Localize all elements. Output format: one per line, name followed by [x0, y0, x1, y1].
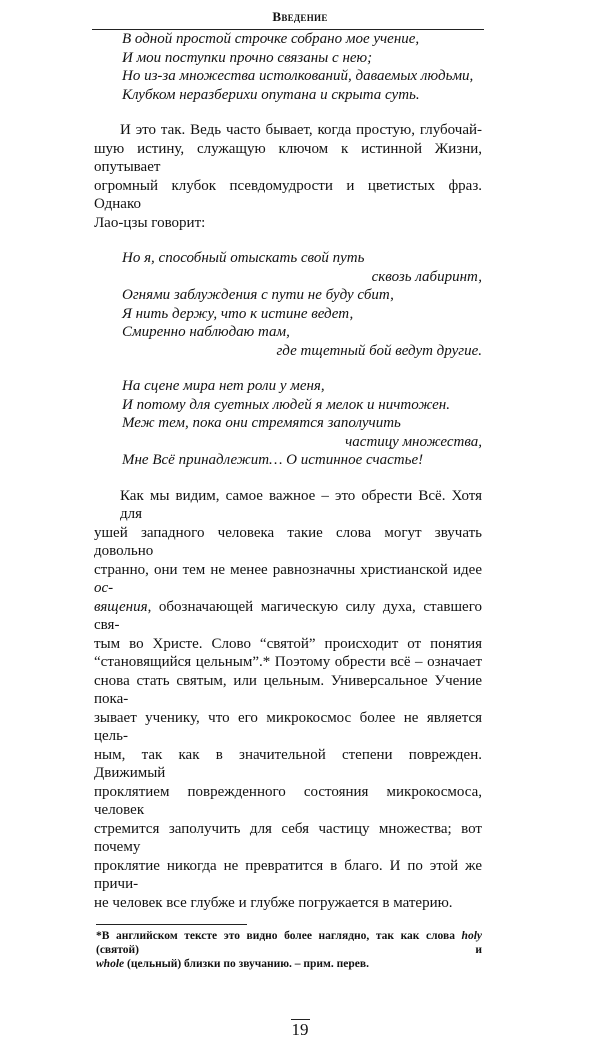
text-segment: снова стать святым, или цельным. Универсальное Учение пока- — [94, 672, 482, 707]
paragraph-line — [94, 561, 482, 598]
page-body — [94, 30, 482, 912]
stanza-gap — [94, 232, 482, 249]
footnote-line — [96, 929, 482, 957]
stanza-gap — [94, 104, 482, 121]
footnote-rule — [96, 924, 247, 925]
poem-line: Но из-за множества истолкований, даваемых людьми, — [122, 68, 474, 84]
poem-line: Меж тем, пока они стремятся заполучить — [122, 415, 401, 431]
text-segment: странно, они тем не менее равнозначны христианской идее — [94, 561, 482, 578]
paragraph-line — [94, 894, 482, 913]
poem-line: Но я, способный отыскать свой путь — [122, 250, 365, 266]
italic-text: whole — [96, 958, 125, 970]
paragraph-line — [94, 783, 482, 820]
text-segment: не человек все глубже и глубже погружается в материю. — [94, 894, 453, 911]
text-segment: стремится заполучить для себя частицу множества; вот почему — [94, 820, 482, 855]
text-segment: (цельный) близки по звучанию. – прим. перев. — [124, 958, 369, 970]
poem-line: И мои поступки прочно связаны с нею; — [122, 49, 373, 66]
paragraph-line — [94, 672, 482, 709]
text-segment: (святой) и — [96, 944, 482, 956]
paragraph-line — [94, 598, 482, 635]
page-number-area — [0, 1019, 600, 1040]
paragraph — [94, 121, 482, 232]
paragraph-line: Лао-цзы говорит: — [94, 214, 206, 231]
text-segment: *В английском тексте это видно более наглядно, так как слова — [96, 930, 462, 942]
poem-line: Огнями заблуждения с пути не буду сбит, — [122, 287, 394, 303]
paragraph-line — [94, 487, 482, 524]
poem-line: И потому для суетных людей я мелок и ничтожен. — [122, 396, 450, 413]
paragraph-line: И это так. Ведь часто бывает, когда простую, глубочай- — [120, 122, 482, 138]
paragraph-line — [94, 746, 482, 783]
italic-text: holy — [461, 930, 482, 942]
poem-line: Мне Всё принадлежит… О истинное счастье! — [122, 452, 424, 468]
stanza-gap — [94, 360, 482, 377]
paragraph-line — [94, 635, 482, 654]
poem-line: где тщетный бой ведут другие. — [276, 342, 482, 359]
poem-line: частицу множества, — [345, 433, 482, 450]
poem-line: сквозь лабиринт, — [371, 268, 482, 285]
footnote-line — [96, 957, 482, 971]
text-segment: ушей западного человека такие слова могут звучать довольно — [94, 524, 482, 559]
footnote — [96, 929, 482, 971]
poem-stanza — [94, 377, 482, 470]
poem-line: На сцене мира нет роли у меня, — [122, 378, 325, 394]
poem-line: В одной простой строчке собрано мое учение, — [122, 31, 420, 47]
text-segment: “становящийся цельным”.* Поэтому обрести всё – означает — [94, 654, 482, 670]
paragraph-line: шую истину, служащую ключом к истинной Жизни, опутывает — [94, 140, 482, 175]
poem-stanza — [94, 249, 482, 360]
paragraph — [94, 487, 482, 913]
italic-text: ос- — [94, 580, 114, 596]
text-segment: Как мы видим, самое важное – это обрести Всё. Хотя для — [120, 487, 482, 522]
stanza-gap — [94, 470, 482, 487]
poem-line: Смиренно наблюдаю там, — [122, 324, 290, 340]
poem-line: Я нить держу, что к истине ведет, — [122, 305, 354, 322]
text-segment: проклятие никогда не превратится в благо. И по этой же причи- — [94, 857, 482, 892]
poem-stanza — [94, 30, 482, 104]
text-segment: , обозначающей магическую силу духа, ставшего свя- — [94, 598, 482, 633]
text-segment: проклятием поврежденного состояния микрокосмоса, человек — [94, 783, 482, 818]
italic-text: вящения — [94, 598, 148, 615]
poem-line: Клубком неразберихи опутана и скрыта суть. — [122, 86, 420, 103]
paragraph-line: огромный клубок псевдомудрости и цветистых фраз. Однако — [94, 177, 482, 212]
paragraph-line — [94, 709, 482, 746]
paragraph-line — [94, 857, 482, 894]
page-number: 19 — [291, 1020, 309, 1039]
paragraph-line — [94, 653, 482, 672]
text-segment: тым во Христе. Слово “святой” происходит от понятия — [94, 635, 482, 652]
paragraph-line — [94, 820, 482, 857]
text-segment: зывает ученику, что его микрокосмос более не является цель- — [94, 709, 482, 744]
running-header: Введение — [272, 9, 328, 24]
paragraph-line — [94, 524, 482, 561]
text-segment: ным, так как в значительной степени поврежден. Движимый — [94, 746, 482, 781]
